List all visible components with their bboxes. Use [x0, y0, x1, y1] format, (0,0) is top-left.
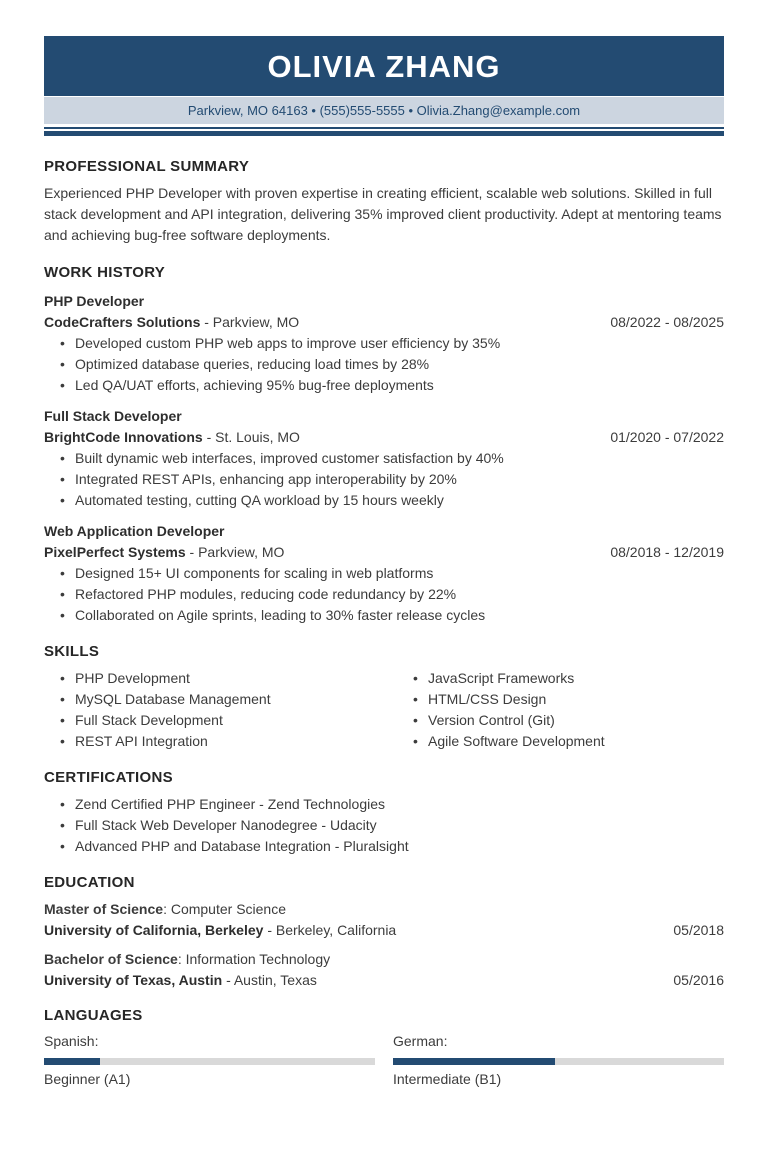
job-dates: 01/2020 - 07/2022 — [610, 429, 724, 445]
job-bullet-list — [44, 563, 724, 626]
certification-item: • Zend Certified PHP Engineer - Zend Technologies — [44, 794, 724, 815]
certification-item: • Full Stack Web Developer Nanodegree - Udacity — [44, 815, 724, 836]
skill-item: • REST API Integration — [44, 731, 397, 752]
job-meta-line — [44, 542, 724, 563]
degree: Bachelor of Science — [44, 951, 178, 967]
job-bullet: • Designed 15+ UI components for scaling in web platforms — [44, 563, 724, 584]
certifications-list — [44, 794, 724, 857]
graduation-date: 05/2016 — [673, 972, 724, 988]
language-progress-fill — [393, 1058, 555, 1065]
summary-heading: PROFESSIONAL SUMMARY — [44, 158, 250, 175]
job-meta-line — [44, 427, 724, 448]
company-name: PixelPerfect Systems — [44, 544, 186, 560]
school-name: University of Texas, Austin — [44, 972, 223, 988]
job-bullet: • Led QA/UAT efforts, achieving 95% bug-free deployments — [44, 375, 724, 396]
job-location: - Parkview, MO — [204, 314, 300, 330]
language-name: Spanish: — [44, 1033, 99, 1049]
school-city: - Berkeley, California — [267, 922, 397, 938]
graduation-date: 05/2018 — [673, 922, 724, 938]
language-progress-fill — [44, 1058, 100, 1065]
job-bullet: • Collaborated on Agile sprints, leading to 30% faster release cycles — [44, 605, 724, 626]
skill-item: • JavaScript Frameworks — [397, 668, 724, 689]
school-location — [44, 970, 317, 991]
job-entry — [44, 291, 724, 396]
school-city: - Austin, Texas — [226, 972, 317, 988]
education-entry — [44, 899, 724, 941]
skill-item: • Agile Software Development — [397, 731, 724, 752]
job-entry — [44, 406, 724, 511]
degree-line — [44, 949, 724, 970]
skills-heading: SKILLS — [44, 643, 100, 660]
job-bullet: • Integrated REST APIs, enhancing app interoperability by 20% — [44, 469, 724, 490]
skill-item: • MySQL Database Management — [44, 689, 397, 710]
school-location — [44, 920, 396, 941]
job-dates: 08/2018 - 12/2019 — [610, 544, 724, 560]
job-company-location — [44, 542, 284, 563]
job-bullet: • Developed custom PHP web apps to improve user efficiency by 35% — [44, 333, 724, 354]
job-location: - Parkview, MO — [189, 544, 285, 560]
job-title: Full Stack Developer — [44, 408, 182, 424]
job-entry — [44, 521, 724, 626]
education-heading: EDUCATION — [44, 874, 135, 891]
job-bullet-list — [44, 448, 724, 511]
header-rule-thin — [44, 127, 724, 129]
job-bullet-list — [44, 333, 724, 396]
language-level: Beginner (A1) — [44, 1071, 131, 1087]
education-entry — [44, 949, 724, 991]
job-location: - St. Louis, MO — [206, 429, 300, 445]
job-bullet: • Optimized database queries, reducing load times by 28% — [44, 354, 724, 375]
job-title: Web Application Developer — [44, 523, 225, 539]
language-progress-track — [393, 1058, 724, 1065]
company-name: BrightCode Innovations — [44, 429, 203, 445]
contact-info: Parkview, MO 64163 • (555)555-5555 • Olivia.Zhang@example.com — [187, 103, 581, 118]
school-line — [44, 970, 724, 991]
job-title: PHP Developer — [44, 293, 145, 309]
header-banner — [44, 36, 724, 96]
job-bullet: • Automated testing, cutting QA workload by 15 hours weekly — [44, 490, 724, 511]
languages-grid — [44, 1031, 724, 1090]
certification-item: • Advanced PHP and Database Integration - Pluralsight — [44, 836, 724, 857]
job-bullet: • Built dynamic web interfaces, improved customer satisfaction by 40% — [44, 448, 724, 469]
language-name: German: — [393, 1033, 448, 1049]
school-line — [44, 920, 724, 941]
job-company-location — [44, 427, 300, 448]
language-progress-track — [44, 1058, 375, 1065]
contact-bar — [44, 97, 724, 124]
skills-column-1 — [44, 668, 397, 752]
header-rule-thick — [44, 131, 724, 136]
field-of-study: : Computer Science — [163, 901, 287, 917]
certifications-heading: CERTIFICATIONS — [44, 769, 173, 786]
skill-item: • Full Stack Development — [44, 710, 397, 731]
language-item — [44, 1031, 375, 1090]
skill-item: • Version Control (Git) — [397, 710, 724, 731]
degree-line — [44, 899, 724, 920]
candidate-name: OLIVIA ZHANG — [267, 48, 501, 84]
work-history-heading: WORK HISTORY — [44, 264, 166, 281]
summary-text: Experienced PHP Developer with proven expertise in creating efficient, scalable web solutions. Skilled in full stack development and API integration, delivering 35% improved client productivity. Adept at mentoring teams and achieving bug-free software deployments. — [44, 185, 722, 243]
school-name: University of California, Berkeley — [44, 922, 264, 938]
skills-column-2 — [397, 668, 724, 752]
skills-columns — [44, 668, 724, 752]
skill-item: • HTML/CSS Design — [397, 689, 724, 710]
language-item — [393, 1031, 724, 1090]
job-company-location — [44, 312, 299, 333]
job-meta-line — [44, 312, 724, 333]
degree: Master of Science — [44, 901, 164, 917]
skill-item: • PHP Development — [44, 668, 397, 689]
job-dates: 08/2022 - 08/2025 — [610, 314, 724, 330]
job-bullet: • Refactored PHP modules, reducing code redundancy by 22% — [44, 584, 724, 605]
field-of-study: : Information Technology — [177, 951, 331, 967]
language-level: Intermediate (B1) — [393, 1071, 502, 1087]
languages-heading: LANGUAGES — [44, 1007, 143, 1024]
company-name: CodeCrafters Solutions — [44, 314, 201, 330]
